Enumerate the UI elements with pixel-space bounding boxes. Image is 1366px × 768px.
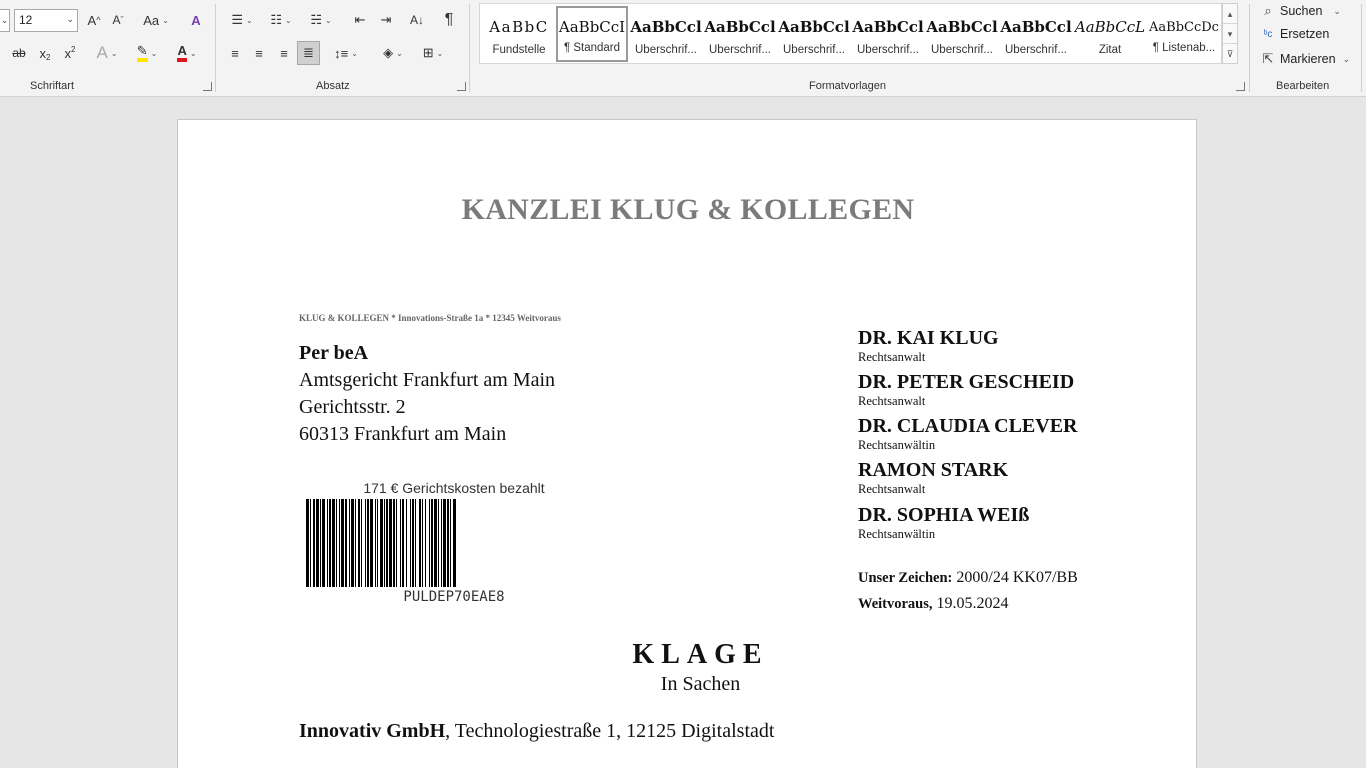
barcode-bar	[375, 499, 376, 587]
style-name: Überschrif...	[783, 44, 845, 56]
replace-button[interactable]	[1261, 27, 1329, 41]
style-preview: AaBbCcl	[926, 18, 998, 36]
party-line	[299, 720, 774, 743]
barcode-bar	[329, 499, 331, 587]
recipient-street: Gerichtsstr. 2	[299, 396, 406, 418]
change-case-button[interactable]: Aa ⌄	[143, 12, 169, 28]
group-label-formatvorlagen: Formatvorlagen	[809, 80, 887, 92]
lawyer-role: Rechtsanwalt	[858, 394, 926, 408]
shrink-font-button[interactable]: A ˇ	[112, 13, 124, 27]
barcode-bar	[450, 499, 451, 587]
barcode-bar	[402, 499, 404, 587]
style-name: Überschrif...	[857, 44, 919, 56]
font-color-icon: A	[177, 44, 186, 62]
barcode-bar	[361, 499, 362, 587]
barcode-bar	[434, 499, 437, 587]
barcode-bar	[349, 499, 350, 587]
group-separator	[215, 4, 216, 92]
multilevel-list-button[interactable]: ☵ ⌄	[310, 12, 332, 27]
barcode-bar	[351, 499, 354, 587]
style-fundstelle[interactable]	[483, 6, 555, 62]
show-formatting-button[interactable]	[437, 8, 461, 32]
increase-indent-button[interactable]	[374, 8, 398, 32]
barcode-bar	[339, 499, 340, 587]
style-preview: AaBbCcL	[1074, 18, 1146, 36]
barcode-bar	[380, 499, 383, 587]
sort-icon: A↓	[409, 13, 424, 27]
shading-button[interactable]: ◈ ⌄	[383, 45, 403, 60]
ribbon	[0, 0, 1366, 97]
barcode-bar	[431, 499, 433, 587]
lawyer-role: Rechtsanwalt	[858, 482, 926, 496]
indent-icon: ⇥	[380, 12, 392, 27]
style-heading-1[interactable]	[630, 6, 702, 62]
justify-icon: ≣	[303, 45, 314, 60]
justify-button[interactable]	[297, 41, 320, 65]
barcode-bar	[438, 499, 439, 587]
search-icon: ⌕	[1264, 3, 1272, 18]
barcode-bar	[313, 499, 315, 587]
style-preview: AaBbCcDc	[1149, 20, 1219, 35]
barcode-bar	[358, 499, 360, 587]
style-preview: AaBbCcI	[558, 18, 626, 36]
numbered-list-icon: ☷	[270, 12, 282, 27]
reference-label: Unser Zeichen:	[858, 570, 953, 586]
align-left-button[interactable]	[224, 41, 246, 65]
style-name: Überschrif...	[635, 44, 697, 56]
select-button[interactable]	[1261, 51, 1350, 67]
font-color-button[interactable]: A ⌄	[170, 41, 204, 65]
dialog-launcher-icon[interactable]	[203, 82, 212, 91]
decrease-indent-button[interactable]	[348, 8, 372, 32]
barcode-bar	[447, 499, 449, 587]
barcode-caption: 171 € Gerichtskosten bezahlt	[363, 480, 545, 496]
reference-value: 2000/24 KK07/BB	[956, 569, 1078, 586]
align-left-icon: ≡	[231, 45, 239, 61]
document-heading: KLAGE	[632, 639, 769, 670]
firm-title: KANZLEI KLUG & KOLLEGEN	[461, 193, 915, 226]
find-label: Suchen	[1280, 4, 1323, 18]
style-standard[interactable]	[556, 6, 628, 62]
subscript-button[interactable]: x 2	[39, 45, 51, 62]
align-center-icon: ≡	[255, 45, 263, 61]
barcode-bar	[332, 499, 335, 587]
style-heading-4[interactable]	[852, 6, 924, 62]
find-button[interactable]	[1261, 3, 1341, 19]
barcode-bar	[400, 499, 401, 587]
place-label: Weitvoraus,	[858, 596, 933, 612]
cursor-arrow-icon: ⇱	[1262, 51, 1274, 66]
align-right-icon: ≡	[280, 45, 288, 61]
style-preview: AaBbCcl	[630, 18, 702, 36]
clear-formatting-icon[interactable]: A	[191, 12, 201, 28]
style-preview: AaBbCcl	[704, 18, 776, 36]
style-name: Fundstelle	[492, 44, 546, 56]
barcode-bar	[336, 499, 337, 587]
barcode-bar	[377, 499, 378, 587]
letter-date: 19.05.2024	[936, 595, 1009, 612]
strikethrough-button[interactable]: ab	[12, 46, 26, 60]
document-subheading: In Sachen	[660, 673, 741, 695]
bullet-list-icon: ☰	[231, 12, 243, 27]
sender-line: KLUG & KOLLEGEN * Innovations-Straße 1a * 12345 Weitvoraus	[299, 313, 561, 323]
dialog-launcher-icon[interactable]	[1236, 82, 1245, 91]
barcode-bar	[406, 499, 407, 587]
group-separator	[469, 4, 470, 92]
barcode-bars	[306, 499, 596, 587]
lawyer-role: Rechtsanwältin	[858, 527, 936, 541]
style-heading-3[interactable]	[778, 6, 850, 62]
barcode-bar	[365, 499, 366, 587]
barcode-bar	[322, 499, 325, 587]
lawyer-name: RAMON STARK	[858, 459, 1009, 481]
barcode-bar	[320, 499, 321, 587]
chevron-down-icon: ⌄	[66, 14, 74, 24]
outdent-icon: ⇤	[354, 12, 366, 27]
select-label: Markieren	[1280, 52, 1336, 66]
document-page[interactable]	[177, 119, 1197, 768]
group-separator	[1249, 4, 1250, 92]
style-name: Zitat	[1098, 44, 1122, 56]
highlight-color-button[interactable]: ✎ ⌄	[130, 41, 164, 65]
barcode-bar	[345, 499, 347, 587]
scroll-up-icon[interactable]: ▴	[1223, 4, 1237, 24]
barcode-bar	[384, 499, 385, 587]
pilcrow-icon: ¶	[444, 11, 454, 28]
style-zitat[interactable]	[1074, 6, 1146, 62]
style-heading-5[interactable]	[926, 6, 998, 62]
styles-gallery-scroll	[1222, 3, 1238, 64]
multilevel-list-icon: ☵	[310, 12, 322, 27]
barcode-bar	[415, 499, 416, 587]
reference-line	[858, 569, 1078, 587]
group-label-schriftart: Schriftart	[30, 80, 75, 92]
lawyer-role: Rechtsanwalt	[858, 350, 926, 364]
bullets-button[interactable]: ☰ ⌄	[231, 12, 253, 27]
recipient-court: Amtsgericht Frankfurt am Main	[299, 369, 556, 391]
party-name: Innovativ GmbH	[299, 720, 446, 742]
line-spacing-icon: ↕≡	[334, 45, 349, 61]
barcode-bar	[393, 499, 395, 587]
barcode-bar	[310, 499, 311, 587]
barcode-bar	[429, 499, 430, 587]
text-effects-button[interactable]: A ⌄	[96, 43, 118, 62]
dialog-launcher-icon[interactable]	[457, 82, 466, 91]
font-name-dropdown[interactable]: ⌄	[0, 9, 10, 32]
barcode-bar	[306, 499, 309, 587]
barcode-bar	[422, 499, 423, 587]
barcode-bar	[425, 499, 426, 587]
barcode-bar	[419, 499, 421, 587]
barcode-bar	[316, 499, 319, 587]
barcode-bar	[389, 499, 392, 587]
replace-icon: ᵇc	[1263, 28, 1273, 40]
barcode-bar	[327, 499, 328, 587]
barcode-bar	[386, 499, 388, 587]
barcode-bar	[355, 499, 356, 587]
lawyer-name: DR. PETER GESCHEID	[858, 371, 1075, 393]
grow-font-button[interactable]: A ^	[87, 12, 101, 28]
chevron-down-icon: ⌄	[1333, 5, 1341, 16]
chevron-down-icon: ⌄	[1342, 53, 1351, 64]
barcode-bar	[410, 499, 411, 587]
barcode-bar	[441, 499, 442, 587]
payment-barcode	[299, 480, 609, 605]
font-size-field[interactable]	[14, 9, 78, 32]
styles-gallery	[479, 3, 1222, 64]
borders-button[interactable]: ⊞ ⌄	[422, 45, 444, 60]
highlighter-icon: ✎	[137, 44, 148, 62]
superscript-button[interactable]: x 2	[64, 44, 76, 61]
barcode-bar	[396, 499, 397, 587]
replace-label: Ersetzen	[1280, 27, 1330, 41]
style-name: ¶ Listenab...	[1152, 42, 1216, 54]
style-name: Überschrif...	[931, 44, 993, 56]
barcode-bar	[453, 499, 456, 587]
style-preview: AaBbC	[489, 18, 549, 36]
align-center-button[interactable]	[248, 41, 270, 65]
lawyer-name: DR. CLAUDIA CLEVER	[858, 415, 1078, 437]
barcode-bar	[412, 499, 414, 587]
barcode-bar	[370, 499, 373, 587]
style-preview: AaBbCcl	[778, 18, 850, 36]
recipient-delivery: Per beA	[299, 342, 369, 364]
group-separator	[1361, 4, 1362, 92]
style-name: Überschrif...	[709, 44, 771, 56]
barcode-bar	[341, 499, 344, 587]
style-preview: AaBbCcl	[852, 18, 924, 36]
lawyer-role: Rechtsanwältin	[858, 438, 936, 452]
style-name: ¶ Standard	[563, 42, 621, 54]
barcode-bar	[443, 499, 446, 587]
align-right-button[interactable]	[273, 41, 295, 65]
recipient-city: 60313 Frankfurt am Main	[299, 423, 507, 445]
barcode-bar	[367, 499, 369, 587]
font-size-value: 12	[19, 13, 33, 27]
group-label-bearbeiten: Bearbeiten	[1276, 80, 1330, 92]
sort-button[interactable]	[405, 8, 429, 32]
paint-bucket-icon: ◈	[383, 45, 394, 60]
numbering-button[interactable]: ☷ ⌄	[270, 12, 292, 27]
line-spacing-button[interactable]: ↕≡ ⌄	[334, 45, 358, 61]
scroll-down-icon[interactable]: ▾	[1223, 24, 1237, 44]
lawyer-name: DR. SOPHIA WEIß	[858, 504, 1030, 526]
style-preview: AaBbCcl	[1000, 18, 1072, 36]
style-heading-2[interactable]	[704, 6, 776, 62]
more-styles-icon[interactable]: ⊽	[1226, 49, 1234, 59]
group-label-absatz: Absatz	[316, 80, 350, 92]
style-heading-6[interactable]	[1000, 6, 1072, 62]
barcode-code: PULDEP70EAE8	[403, 589, 505, 605]
date-line	[858, 595, 1009, 613]
style-listenabsatz[interactable]	[1148, 6, 1220, 62]
style-name: Überschrif...	[1005, 44, 1067, 56]
party-address: , Technologiestraße 1, 12125 Digitalstadt	[445, 720, 775, 742]
borders-icon: ⊞	[422, 45, 434, 60]
lawyer-name: DR. KAI KLUG	[858, 327, 999, 349]
